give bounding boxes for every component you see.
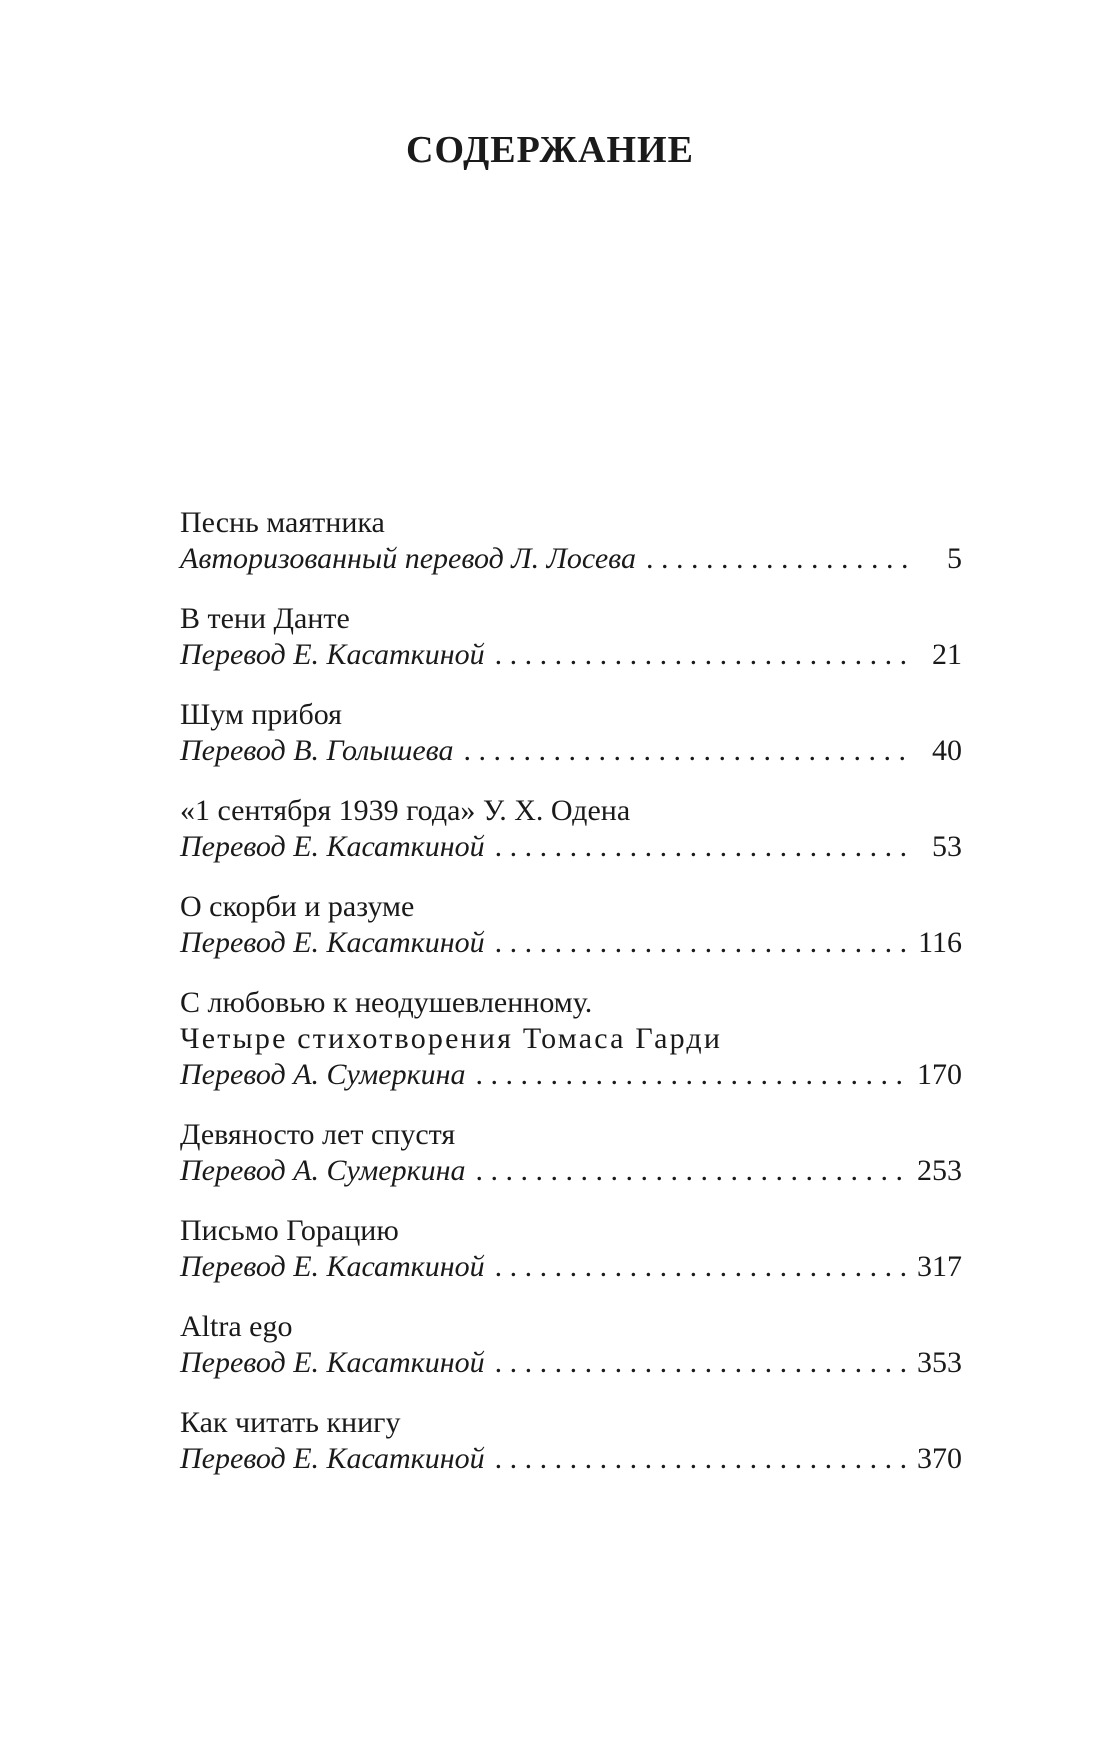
toc-entry[interactable] bbox=[180, 505, 962, 577]
entry-page-number: 170 bbox=[917, 1058, 962, 1091]
dot-leader bbox=[495, 1345, 908, 1381]
toc-entry[interactable] bbox=[180, 1309, 962, 1381]
entry-translator: Перевод А. Сумеркина bbox=[180, 1058, 466, 1091]
entry-translator: Перевод А. Сумеркина bbox=[180, 1154, 466, 1187]
dot-leader bbox=[495, 1249, 908, 1285]
entry-subtitle: Четыре стихотворения Томаса Гарди bbox=[180, 1022, 723, 1055]
entry-title: Письмо Горацию bbox=[180, 1214, 399, 1247]
entry-title: Как читать книгу bbox=[180, 1406, 401, 1439]
toc-entry[interactable] bbox=[180, 793, 962, 865]
dot-leader bbox=[495, 637, 908, 673]
toc-entry[interactable] bbox=[180, 697, 962, 769]
entry-title: Altra ego bbox=[180, 1310, 293, 1343]
entry-translator: Перевод Е. Касаткиной bbox=[180, 830, 485, 863]
entry-translator: Перевод В. Голышева bbox=[180, 734, 454, 767]
dot-leader bbox=[495, 1441, 908, 1477]
toc-entry[interactable] bbox=[180, 889, 962, 961]
dot-leader bbox=[475, 1153, 908, 1189]
toc-entry[interactable] bbox=[180, 1213, 962, 1285]
entry-line bbox=[180, 637, 962, 673]
entry-line bbox=[180, 541, 962, 577]
toc-entry[interactable] bbox=[180, 601, 962, 673]
entry-title: Шум прибоя bbox=[180, 698, 342, 731]
toc-entry[interactable] bbox=[180, 1405, 962, 1477]
toc-entry[interactable] bbox=[180, 985, 962, 1093]
entry-line bbox=[180, 1249, 962, 1285]
entry-title: Девяносто лет спустя bbox=[180, 1118, 456, 1151]
entry-page-number: 53 bbox=[932, 830, 962, 863]
entry-line bbox=[180, 1441, 962, 1477]
entry-title: О скорби и разуме bbox=[180, 890, 415, 923]
entry-page-number: 40 bbox=[932, 734, 962, 767]
dot-leader bbox=[495, 829, 908, 865]
entry-page-number: 253 bbox=[917, 1154, 962, 1187]
entry-line bbox=[180, 733, 962, 769]
table-of-contents bbox=[180, 505, 962, 1501]
page-title: СОДЕРЖАНИЕ bbox=[406, 129, 694, 171]
entry-translator: Перевод Е. Касаткиной bbox=[180, 926, 485, 959]
entry-line bbox=[180, 1153, 962, 1189]
entry-translator: Перевод Е. Касаткиной bbox=[180, 1250, 485, 1283]
entry-page-number: 317 bbox=[917, 1250, 962, 1283]
dot-leader bbox=[475, 1057, 908, 1093]
entry-title: Песнь маятника bbox=[180, 506, 385, 539]
entry-translator: Перевод Е. Касаткиной bbox=[180, 1346, 485, 1379]
entry-page-number: 116 bbox=[918, 926, 962, 959]
entry-page-number: 5 bbox=[947, 542, 962, 575]
entry-line bbox=[180, 829, 962, 865]
entry-line bbox=[180, 925, 962, 961]
entry-title: «1 сентября 1939 года» У. Х. Одена bbox=[180, 794, 631, 827]
entry-translator: Перевод Е. Касаткиной bbox=[180, 1442, 485, 1475]
entry-page-number: 370 bbox=[917, 1442, 962, 1475]
dot-leader bbox=[495, 925, 908, 961]
entry-translator: Авторизованный перевод Л. Лосева bbox=[180, 542, 636, 575]
entry-page-number: 353 bbox=[917, 1346, 962, 1379]
entry-line bbox=[180, 1345, 962, 1381]
entry-line bbox=[180, 1057, 962, 1093]
entry-title: С любовью к неодушевленному. bbox=[180, 986, 593, 1019]
entry-translator: Перевод Е. Касаткиной bbox=[180, 638, 485, 671]
entry-page-number: 21 bbox=[932, 638, 962, 671]
toc-entry[interactable] bbox=[180, 1117, 962, 1189]
dot-leader bbox=[646, 541, 908, 577]
entry-title: В тени Данте bbox=[180, 602, 350, 635]
dot-leader bbox=[463, 733, 908, 769]
